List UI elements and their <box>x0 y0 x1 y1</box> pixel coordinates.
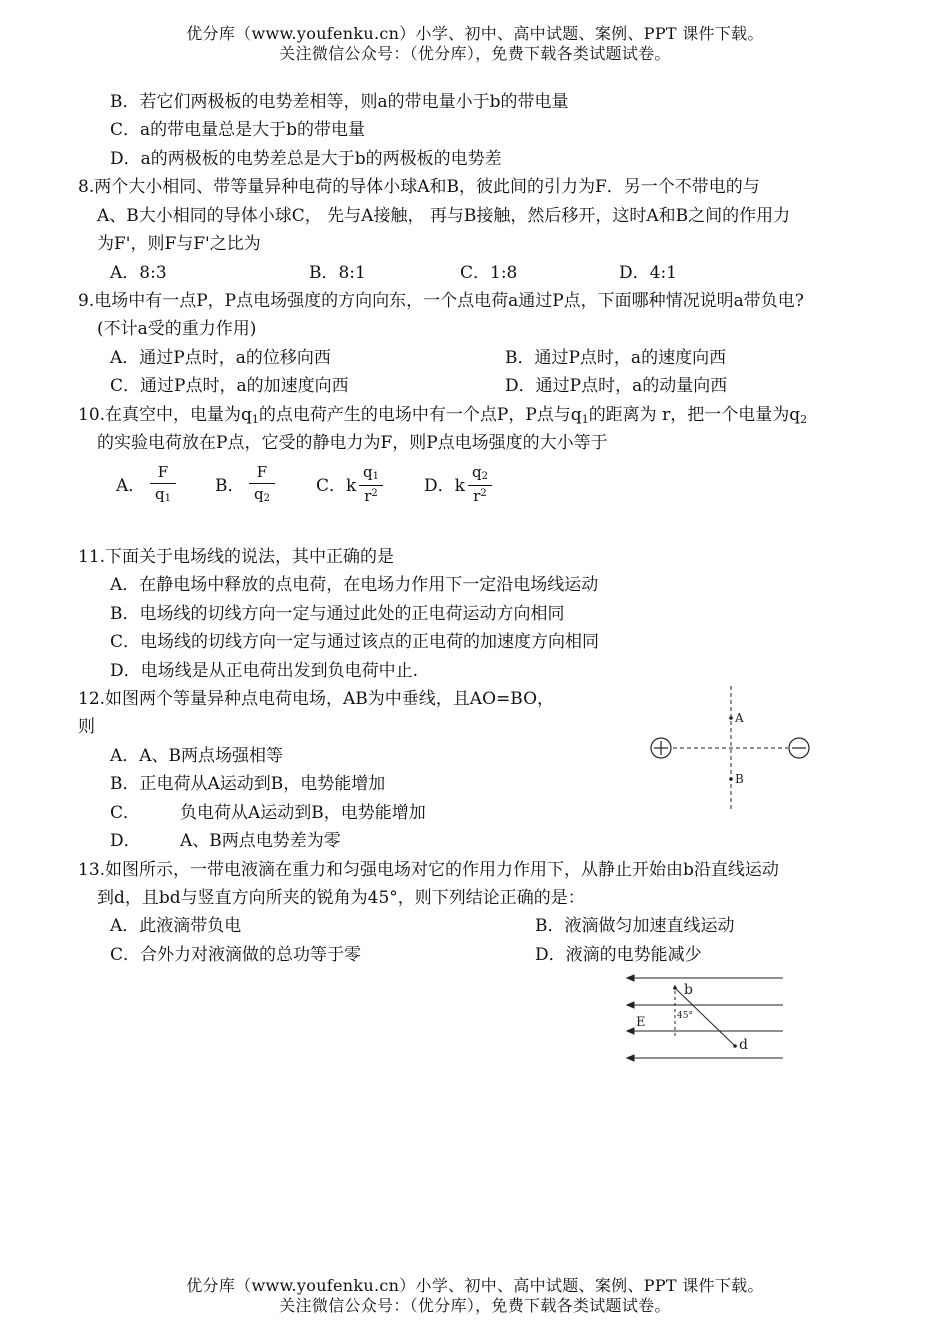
q9-option-a: A．通过P点时，a的位移向西 <box>110 348 331 368</box>
q11-option-c: C．电场线的切线方向一定与通过该点的正电荷的加速度方向相同 <box>110 632 600 652</box>
q8-stem-line-2: A、B大小相同的导体小球C， 先与A接触， 再与B接触，然后移开，这时A和B之间的作用力 <box>97 206 791 226</box>
point-d-label: d <box>739 1037 748 1053</box>
q13-field-figure <box>620 968 790 1068</box>
angle-label: 45° <box>677 1011 693 1021</box>
field-lines <box>627 975 783 1061</box>
header-line-1: 优分库（www.youfenku.cn）小学、初中、高中试题、案例、PPT 课件下载。 <box>186 24 764 43</box>
q13-option-a: A．此液滴带负电 <box>110 916 242 936</box>
q10-option-b-fraction: $\frac{F}{q_2}$ <box>249 465 275 504</box>
q11-option-b: B．电场线的切线方向一定与通过此处的正电荷运动方向相同 <box>110 604 565 624</box>
q10-stem-line-2: 的实验电荷放在P点，它受的静电力为F，则P点电场强度的大小等于 <box>97 433 608 453</box>
q7-option-c: C．a的带电量总是大于b的带电量 <box>110 120 366 140</box>
q12-option-d-label: D． <box>110 831 141 851</box>
q8-stem-line-1: 8.两个大小相同、带等量异种电荷的导体小球A和B，彼此间的引力为F．另一个不带电的与 <box>78 177 760 197</box>
q9-option-b: B．通过P点时，a的速度向西 <box>505 348 727 368</box>
footer-line-1: 优分库（www.youfenku.cn）小学、初中、高中试题、案例、PPT 课件下载。 <box>186 1276 764 1295</box>
q11-option-a: A．在静电场中释放的点电荷，在电场力作用下一定沿电场线运动 <box>110 575 599 595</box>
point-a-dot <box>729 716 733 720</box>
point-b-dot <box>673 986 677 990</box>
q8-stem-line-3: 为F'，则F与F'之比为 <box>97 234 261 254</box>
point-b-label: b <box>684 982 693 998</box>
q10-stem-line-1: 10.在真空中，电量为$q_1$的点电荷产生的电场中有一个点P，P点与$q_1$的距离为 r，把一个电量为$q_2$ <box>78 405 808 426</box>
q12-stem-line-2: 则 <box>78 717 95 737</box>
q7-option-d: D．a的两极板的电势差总是大于b的两极板的电势差 <box>110 149 502 169</box>
q10-option-a-label: A． <box>116 476 146 496</box>
q11-stem: 11.下面关于电场线的说法，其中正确的是 <box>78 547 395 567</box>
point-a-label: A <box>735 711 744 725</box>
field-e-label: E <box>636 1015 646 1030</box>
q13-option-d: D．液滴的电势能减少 <box>535 945 702 965</box>
q12-dipole-figure <box>640 682 830 816</box>
q8-option-b: B．8:1 <box>309 263 366 283</box>
q10-option-d-fraction: $\frac{q_2}{r^2}$ <box>468 465 492 504</box>
q9-option-c: C．通过P点时，a的加速度向西 <box>110 376 349 396</box>
q13-stem-line-2: 到d，且bd与竖直方向所夹的锐角为45°，则下列结论正确的是： <box>97 888 585 908</box>
q7-option-b: B．若它们两极板的电势差相等，则a的带电量小于b的带电量 <box>110 92 569 112</box>
q10-option-c-fraction: $\frac{q_1}{r^2}$ <box>359 465 383 504</box>
q12-option-c-text: 负电荷从A运动到B，电势能增加 <box>180 803 426 823</box>
point-d-dot <box>733 1044 737 1048</box>
negative-charge-icon <box>789 738 809 758</box>
q8-option-c: C．1:8 <box>460 263 518 283</box>
q8-option-a: A．8:3 <box>110 263 167 283</box>
point-b-label: B <box>735 772 744 786</box>
q12-option-b: B．正电荷从A运动到B，电势能增加 <box>110 774 386 794</box>
q10-option-d-label: D．k <box>424 476 465 496</box>
q8-option-d: D．4:1 <box>619 263 677 283</box>
q13-stem-line-1: 13.如图所示，一带电液滴在重力和匀强电场对它的作用力作用下，从静止开始由b沿直线运动 <box>78 860 779 880</box>
q12-option-d-text: A、B两点电势差为零 <box>180 831 341 851</box>
q10-option-c-label: C．k <box>316 476 357 496</box>
q12-stem-line-1: 12.如图两个等量异种点电荷电场，AB为中垂线，且AO=BO， <box>78 689 555 709</box>
q11-option-d: D．电场线是从正电荷出发到负电荷中止. <box>110 661 419 681</box>
q13-option-c: C．合外力对液滴做的总功等于零 <box>110 945 362 965</box>
footer-line-2: 关注微信公众号：（优分库），免费下载各类试题试卷。 <box>279 1296 671 1315</box>
positive-charge-icon <box>651 738 671 758</box>
q12-option-c-label: C． <box>110 803 141 823</box>
point-b-dot <box>729 777 733 781</box>
q12-option-a: A．A、B两点场强相等 <box>110 746 284 766</box>
header-line-2: 关注微信公众号：（优分库），免费下载各类试题试卷。 <box>279 44 671 63</box>
q10-option-a-fraction: $\frac{F}{q_1}$ <box>150 465 176 504</box>
q9-option-d: D．通过P点时，a的动量向西 <box>505 376 728 396</box>
q9-stem-line-1: 9.电场中有一点P，P点电场强度的方向向东，一个点电荷a通过P点，下面哪种情况说明a带负电? <box>78 291 804 311</box>
q9-stem-line-2: (不计a受的重力作用) <box>97 319 257 339</box>
q10-option-b-label: B． <box>215 476 245 496</box>
q13-option-b: B．液滴做匀加速直线运动 <box>535 916 735 936</box>
